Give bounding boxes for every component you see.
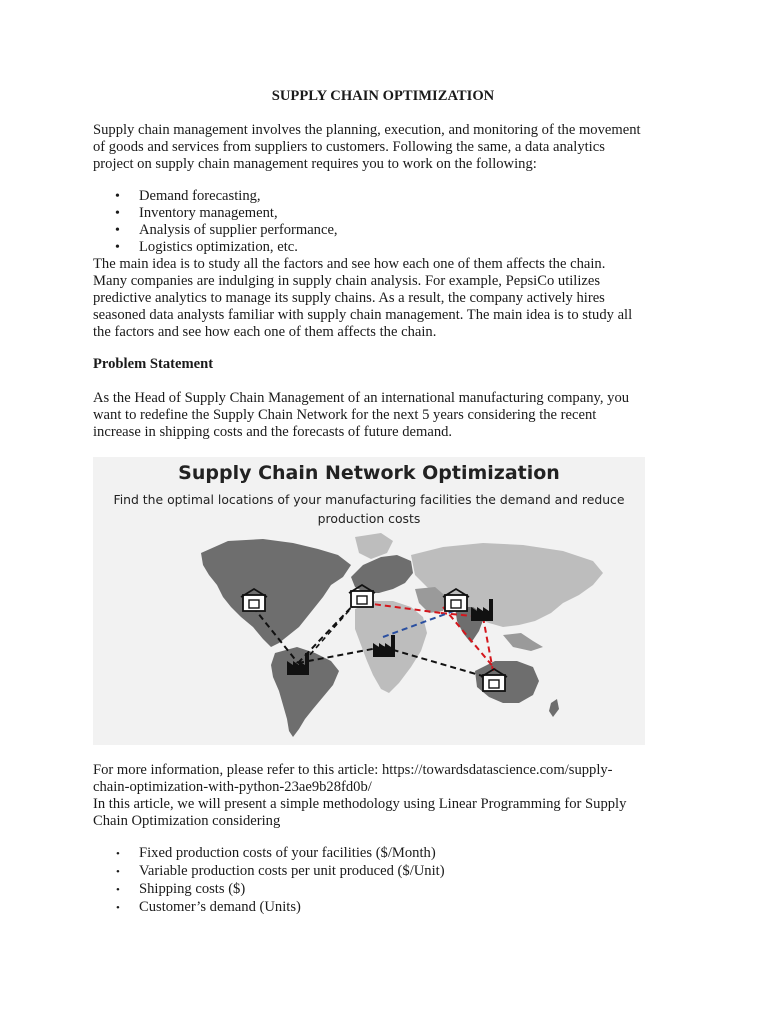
main-idea-line: seasoned data analysts familiar with supply chain management. The main idea is to study all <box>93 307 633 323</box>
bullet-icon: • <box>116 884 120 896</box>
problem-line: As the Head of Supply Chain Management of an international manufacturing company, you <box>93 390 630 406</box>
list-item-text: Inventory management, <box>139 205 278 221</box>
list-item <box>93 881 683 899</box>
intro-line: project on supply chain management requires you to work on the following: <box>93 156 537 172</box>
list-item-text: Shipping costs ($) <box>139 881 246 897</box>
more-info-line: In this article, we will present a simple methodology using Linear Programming for Supply <box>93 796 627 812</box>
europe-landmass <box>351 555 413 593</box>
more-info-paragraph <box>93 762 683 830</box>
problem-statement-heading: Problem Statement <box>93 356 214 372</box>
new-zealand-landmass <box>549 699 559 717</box>
list-item <box>93 188 683 205</box>
bullet-icon: • <box>115 189 120 204</box>
asia-landmass <box>411 543 603 627</box>
intro-line: of goods and services from suppliers to customers. Following the same, a data analytics <box>93 139 605 155</box>
problem-paragraph <box>93 390 683 441</box>
main-idea-line: the factors and see how each one of them affects the chain. <box>93 324 437 340</box>
supply-chain-network-figure <box>93 457 645 745</box>
article-link-continuation: chain-optimization-with-python-23ae9b28fd0b/ <box>93 779 372 795</box>
list-item-text: Analysis of supplier performance, <box>139 222 338 238</box>
intro-line: Supply chain management involves the planning, execution, and monitoring of the movement <box>93 122 641 138</box>
bullet-icon: • <box>115 240 120 255</box>
figure-title: Supply Chain Network Optimization <box>178 462 560 484</box>
intro-paragraph <box>93 122 683 173</box>
document-title: SUPPLY CHAIN OPTIMIZATION <box>271 88 495 104</box>
main-idea-paragraph <box>93 256 683 341</box>
list-item-text: Logistics optimization, etc. <box>139 239 298 255</box>
bullet-icon: • <box>115 206 120 221</box>
list-item <box>93 239 683 256</box>
main-idea-line: Many companies are indulging in supply chain analysis. For example, PepsiCo utilizes <box>93 273 601 289</box>
more-info-line: Chain Optimization considering <box>93 813 281 829</box>
bullet-icon: • <box>116 848 120 860</box>
more-info-line: For more information, please refer to this article: https://towardsdatascience.com/supply- <box>93 762 613 778</box>
list-item <box>93 899 683 917</box>
list-item <box>93 845 683 863</box>
bullet-icon: • <box>116 902 120 914</box>
list-item-text: Customer’s demand (Units) <box>139 899 301 915</box>
southeast-asia-islands <box>503 633 543 651</box>
figure-subtitle-line: Find the optimal locations of your manufacturing facilities the demand and reduce <box>113 492 625 507</box>
problem-line: want to redefine the Supply Chain Network for the next 5 years considering the recent <box>93 407 597 423</box>
list-item-text: Demand forecasting, <box>139 188 261 204</box>
figure-subtitle <box>93 490 645 528</box>
task-list <box>93 188 683 256</box>
world-map <box>201 533 603 737</box>
list-item <box>93 205 683 222</box>
list-item-text: Fixed production costs of your facilities ($/Month) <box>139 845 436 861</box>
considerations-list <box>93 845 683 917</box>
bullet-icon: • <box>116 866 120 878</box>
bullet-icon: • <box>115 223 120 238</box>
greenland-landmass <box>355 533 393 559</box>
list-item <box>93 863 683 881</box>
list-item <box>93 222 683 239</box>
list-item-text: Variable production costs per unit produced ($/Unit) <box>139 863 445 879</box>
figure-subtitle-line: production costs <box>317 511 421 526</box>
main-idea-line: predictive analytics to manage its supply chains. As a result, the company actively hires <box>93 290 605 306</box>
main-idea-line: The main idea is to study all the factors and see how each one of them affects the chain. <box>93 256 606 272</box>
problem-line: increase in shipping costs and the forecasts of future demand. <box>93 424 453 440</box>
